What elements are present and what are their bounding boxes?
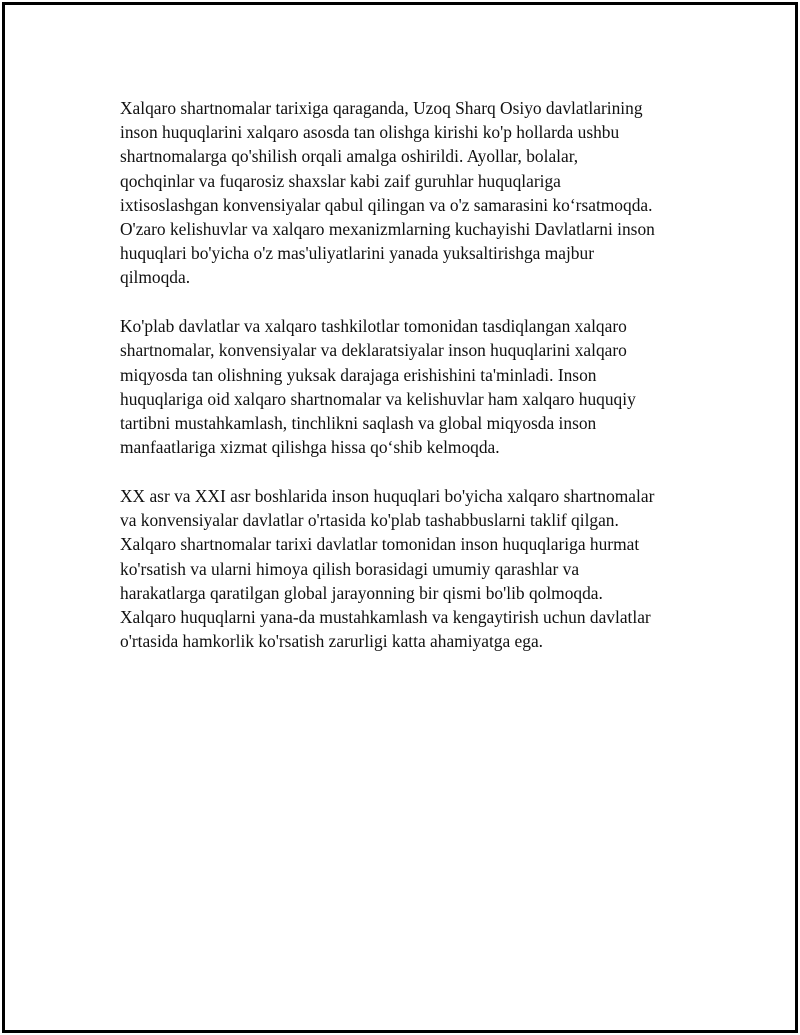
text-line: ko'rsatish va ularni himoya qilish borasidagi umumiy qarashlar va <box>120 558 580 579</box>
paragraph-1 <box>120 96 692 290</box>
text-line: inson huquqlarini xalqaro asosda tan olishga kirishi ko'p hollarda ushbu <box>120 122 620 143</box>
paragraph-2 <box>120 314 692 459</box>
text-line: XX asr va XXI asr boshlarida inson huquqlari bo'yicha xalqaro shartnomalar <box>120 486 655 507</box>
text-line: shartnomalar, konvensiyalar va deklaratsiyalar inson huquqlarini xalqaro <box>120 340 627 361</box>
text-line: shartnomalarga qo'shilish orqali amalga oshirildi. Ayollar, bolalar, <box>120 146 579 167</box>
text-line: O'zaro kelishuvlar va xalqaro mexanizmlarning kuchayishi Davlatlarni inson <box>120 219 655 240</box>
document-page <box>2 2 798 1033</box>
text-line: Xalqaro shartnomalar tarixi davlatlar tomonidan inson huquqlariga hurmat <box>120 534 640 555</box>
text-line: tartibni mustahkamlash, tinchlikni saqlash va global miqyosda inson <box>120 413 597 434</box>
text-line: Xalqaro shartnomalar tarixiga qaraganda, Uzoq Sharq Osiyo davlatlarining <box>120 98 643 118</box>
text-line: huquqlariga oid xalqaro shartnomalar va kelishuvlar ham xalqaro huquqiy <box>120 388 636 409</box>
text-line: qochqinlar va fuqarosiz shaxslar kabi zaif guruhlar huquqlariga <box>120 170 561 191</box>
document-body <box>120 96 692 678</box>
text-line: miqyosda tan olishning yuksak darajaga erishishini ta'minladi. Inson <box>120 364 597 385</box>
text-line: Xalqaro huquqlarni yana-da mustahkamlash va kengaytirish uchun davlatlar <box>120 607 651 628</box>
paragraph-3 <box>120 484 692 653</box>
text-line: harakatlarga qaratilgan global jarayonning bir qismi bo'lib qolmoqda. <box>120 582 603 603</box>
text-line: ixtisoslashgan konvensiyalar qabul qilingan va o'z samarasini ko‘rsatmoqda. <box>120 194 653 215</box>
text-line: Ko'plab davlatlar va xalqaro tashkilotlar tomonidan tasdiqlangan xalqaro <box>120 316 627 337</box>
text-line: huquqlari bo'yicha o'z mas'uliyatlarini yanada yuksaltirishga majbur <box>120 243 594 264</box>
text-line: qilmoqda. <box>120 267 191 288</box>
text-line: va konvensiyalar davlatlar o'rtasida ko'plab tashabbuslarni taklif qilgan. <box>120 510 619 531</box>
text-line: o'rtasida hamkorlik ko'rsatish zarurligi katta ahamiyatga ega. <box>120 631 544 652</box>
text-line: manfaatlariga xizmat qilishga hissa qo‘shib kelmoqda. <box>120 437 500 458</box>
